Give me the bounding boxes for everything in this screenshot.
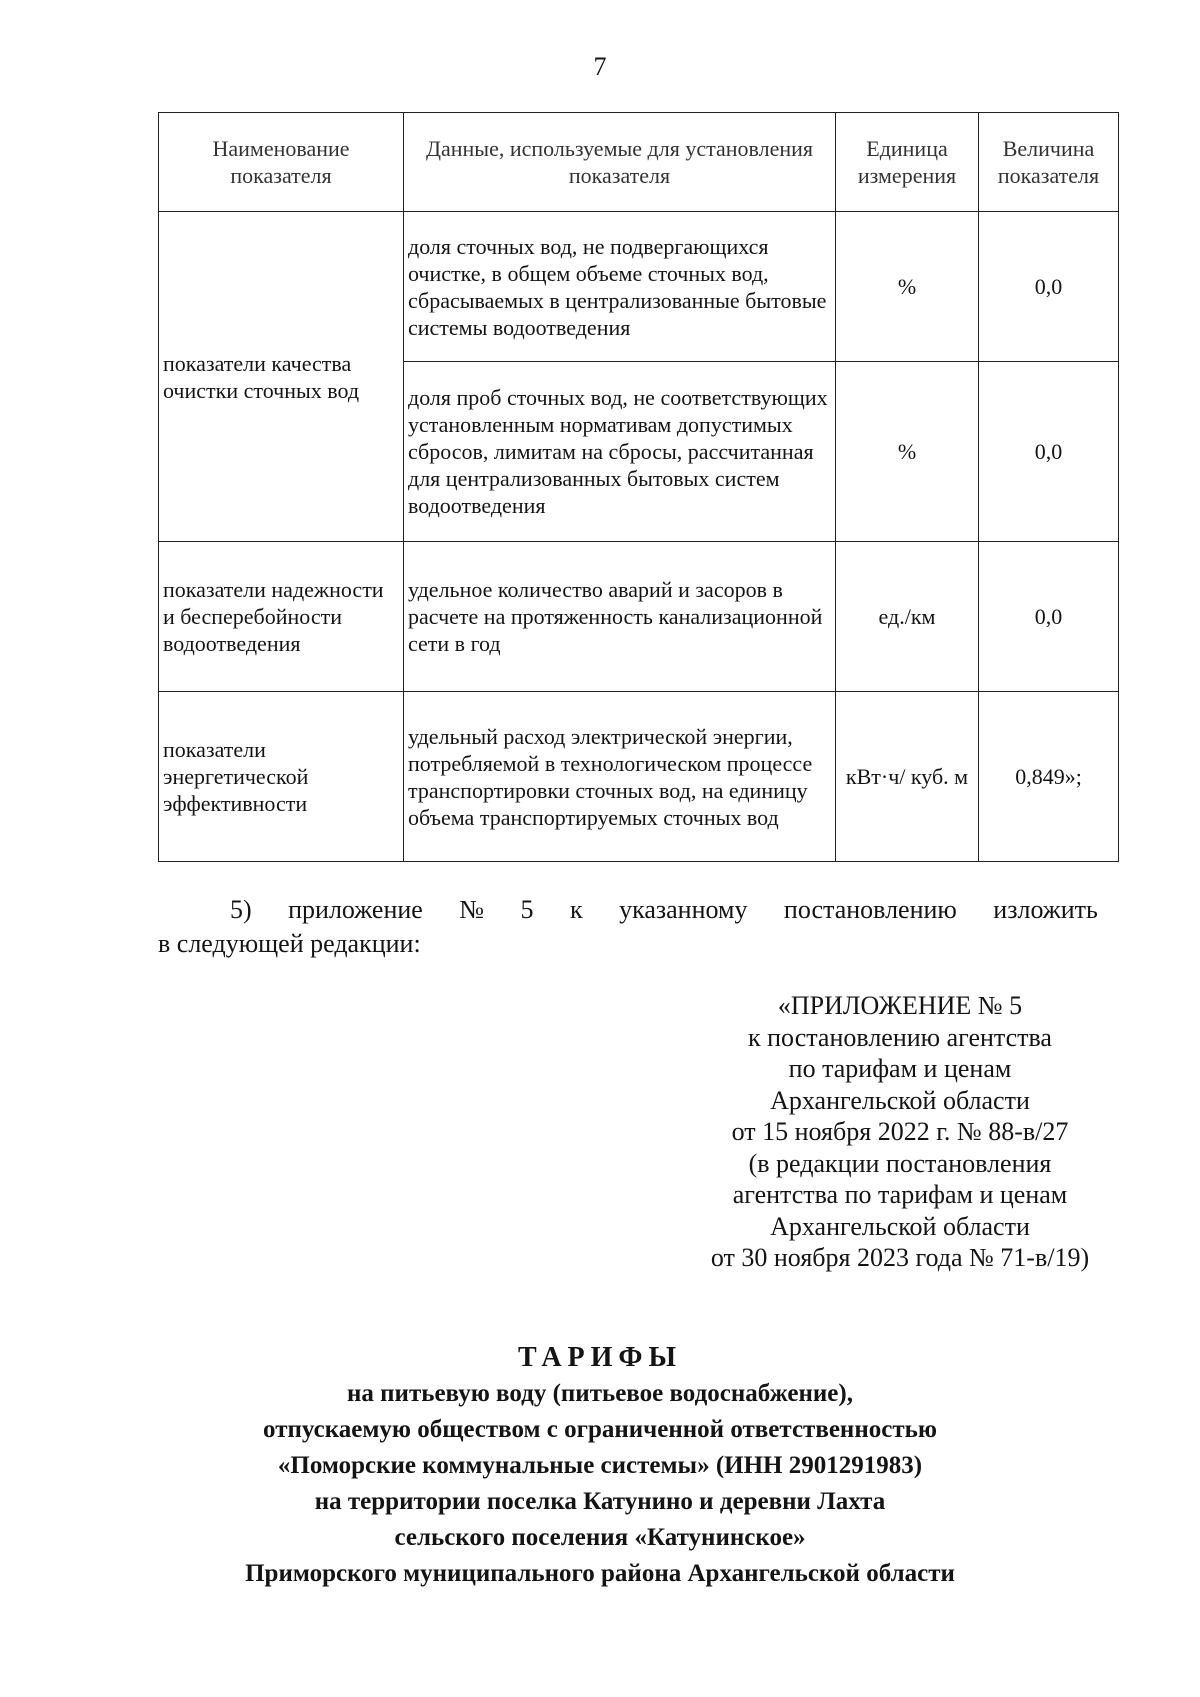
paragraph-word: 5: [520, 895, 534, 924]
indicator-value: 0,849»;: [979, 692, 1119, 862]
paragraph-word: №: [459, 895, 485, 924]
paragraph-word: 5): [230, 895, 252, 924]
indicator-name: показатели качества очистки сточных вод: [159, 212, 404, 542]
title-line: на питьевую воду (питьевое водоснабжение),: [347, 1380, 853, 1407]
indicator-value: 0,0: [979, 212, 1119, 362]
title-line: «Поморские коммунальные системы» (ИНН 2901291983): [277, 1452, 923, 1479]
indicator-description: доля сточных вод, не подвергающихся очистке, в общем объеме сточных вод, сбрасываемых в централизованные бытовые системы водоотведения: [404, 212, 836, 362]
indicator-unit: кВт·ч/ куб. м: [836, 692, 979, 862]
amendment-paragraph: [158, 893, 1098, 961]
appendix-line: по тарифам и ценам: [788, 1054, 1012, 1083]
header-data: Данные, используемые для установления показателя: [404, 113, 836, 212]
table-header-row: [159, 113, 1119, 212]
indicator-value: 0,0: [979, 542, 1119, 692]
title-line: сельского поселения «Катунинское»: [394, 1524, 806, 1551]
indicator-description: удельный расход электрической энергии, потребляемой в технологическом процессе транспортировки сточных вод, на единицу объема транспортируемых сточных вод: [404, 692, 836, 862]
paragraph-word: к: [569, 895, 583, 924]
header-name: Наименование показателя: [159, 113, 404, 212]
table-row: [159, 212, 1119, 362]
indicator-name: показатели надежности и бесперебойности водоотведения: [159, 542, 404, 692]
paragraph-word: изложить: [993, 895, 1098, 924]
appendix-header: [670, 990, 1130, 1274]
header-unit: Единица измерения: [836, 113, 979, 212]
indicator-unit: %: [836, 212, 979, 362]
title-line: Приморского муниципального района Архангельской области: [245, 1560, 955, 1587]
appendix-line: к постановлению агентства: [748, 1022, 1052, 1052]
appendix-line: (в редакции постановления: [748, 1148, 1052, 1178]
appendix-line: от 15 ноября 2022 г. № 88-в/27: [731, 1117, 1069, 1146]
appendix-line: от 30 ноября 2023 года № 71-в/19): [710, 1243, 1090, 1272]
paragraph-word: приложение: [288, 895, 423, 924]
indicator-description: удельное количество аварий и засоров в расчете на протяженность канализационной сети в год: [404, 542, 836, 692]
paragraph-word: постановлению: [783, 895, 957, 924]
appendix-line: Архангельской области: [770, 1211, 1030, 1241]
table-row: [159, 542, 1119, 692]
indicator-unit: %: [836, 362, 979, 542]
appendix-line: Архангельской области: [770, 1085, 1030, 1115]
indicator-unit: ед./км: [836, 542, 979, 692]
paragraph-word: указанному: [619, 895, 748, 924]
indicator-name: показатели энергетической эффективности: [159, 692, 404, 862]
tariffs-title: [0, 1340, 1200, 1592]
indicators-table: [158, 112, 1119, 862]
appendix-line: «ПРИЛОЖЕНИЕ № 5: [777, 991, 1023, 1020]
appendix-line: агентства по тарифам и ценам: [732, 1180, 1068, 1209]
indicator-description: доля проб сточных вод, не соответствующих установленным нормативам допустимых сбросов, лимитам на сбросы, рассчитанная для централизованных бытовых систем водоотведения: [404, 362, 836, 542]
paragraph-first-line: [158, 893, 1098, 927]
title-heading: ТАРИФЫ: [518, 1342, 682, 1373]
paragraph-second-line: в следующей редакции:: [158, 929, 421, 958]
indicator-value: 0,0: [979, 362, 1119, 542]
title-line: на территории поселка Катунино и деревни Лахта: [314, 1488, 886, 1515]
header-value: Величина показателя: [979, 113, 1119, 212]
table-row: [159, 692, 1119, 862]
page-number: 7: [593, 52, 607, 81]
title-line: отпускаемую обществом с ограниченной ответственностью: [263, 1416, 937, 1443]
